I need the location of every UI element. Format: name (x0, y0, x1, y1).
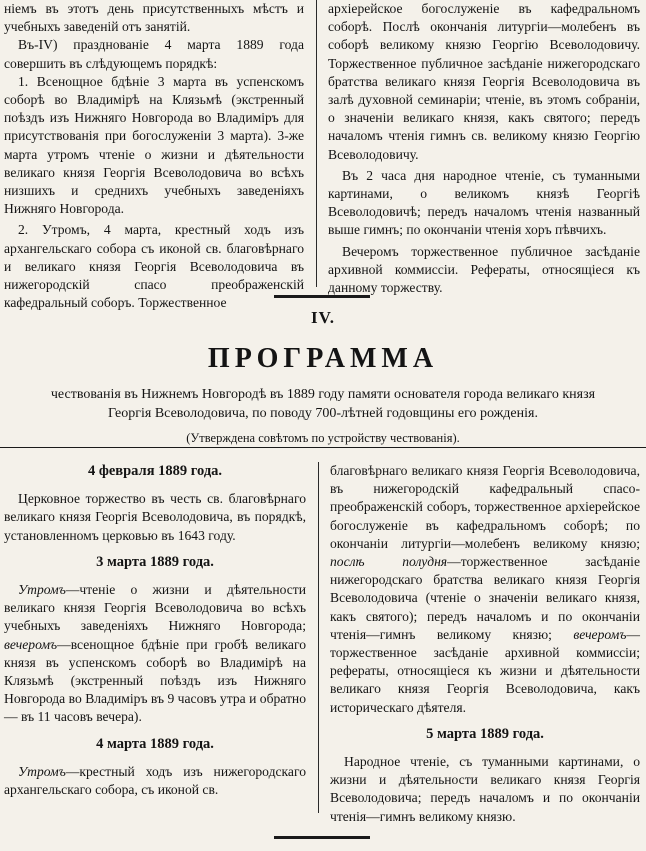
paragraph-mar-5: Народное чтеніе, съ туманными картинами, о жизни и дѣятельности великаго князя Георгія Всеволодовича; передъ началомъ и по окончаніи чтенія—гимнъ великому князю. (330, 754, 640, 824)
program-subtitle: чествованія въ Нижнемъ Новгородѣ въ 1889 году памяти основателя города великаго князя Георгія Всеволодовича, по поводу 700-лѣтней годовщины его рожденія. (50, 387, 596, 421)
paragraph-feb-4: Церковное торжество въ честь св. благовѣрнаго великаго князя Георгія Всеволодовича, въ порядкѣ, установленномъ церковью въ 1643 году. (4, 491, 306, 543)
bottom-right-column (330, 462, 640, 826)
section-number: IV. (311, 308, 335, 327)
text-mar-4-cont-a: благовѣрнаго великаго князя Георгія Всеволодовича, въ нижегородскій кафедральный спасо-преображенскій соборъ, торжественное архіерейское богослуженіе въ кафедральномъ соборѣ; по окончаніи литургіи—молебенъ великому князю; (330, 463, 640, 551)
approval-note: (Утверждена совѣтомъ по устройству чествованія). (186, 431, 460, 445)
date-heading: 4 февраля 1889 года. (87, 463, 223, 479)
date-heading: 5 марта 1889 года. (426, 725, 544, 742)
text-mar-3-a: —чтеніе о жизни и дѣятельности великаго князя Георгія Всеволодовича во всѣхъ учебныхъ заведеніяхъ Нижняго Новгорода; (4, 582, 306, 634)
paragraph-mar-4 (4, 763, 306, 799)
column-divider-bottom (318, 462, 319, 813)
date-heading: 4 марта 1889 года. (96, 735, 214, 752)
text-mar-3-b: —всенощное бдѣніе при гробѣ великаго князя въ успенскомъ соборѣ во Владимірѣ на Клязьмѣ (экстренный поѣздъ изъ Нижняго Новгорода во Владиміръ въ 9 часовъ утра и обратно— въ 11 часовъ вечера). (4, 636, 306, 725)
paragraph-evening-session: Вечеромъ торжественное публичное засѣданіе архивной коммиссіи. Рефераты, относящіеся къ данному торжеству. (328, 243, 640, 296)
paragraph-item-1: 1. Всенощное бдѣніе 3 марта въ успенскомъ соборѣ во Владимірѣ на Клязьмѣ (экстренный поѣздъ изъ Нижняго Новгорода во Владиміръ для присутствованія при богослуженіи 3 марта). 3-же марта утромъ чтеніе о жизни и дѣятельности великаго князя Георгія Всеволодовича во всѣхъ низшихъ и среднихъ учебныхъ заведеніяхъ Нижняго Новгорода. (4, 73, 304, 217)
top-left-column (4, 0, 304, 312)
section-divider-thin (0, 447, 646, 448)
section-divider-top (274, 295, 370, 298)
date-heading: 3 марта 1889 года. (96, 553, 214, 570)
column-divider-top (316, 0, 317, 287)
italic-evening: вечеромъ (573, 626, 627, 642)
top-right-column (328, 0, 640, 297)
bottom-left-column (4, 462, 306, 799)
paragraph-public-reading: Въ 2 часа дня народное чтеніе, съ туманными картинами, о великомъ князѣ Георгіѣ Всеволодовичѣ; передъ началомъ чтенія названный выше гимнъ; по окончаніи чтенія хоръ пѣвчихъ. (328, 167, 640, 238)
italic-afternoon: послѣ полудня (330, 554, 448, 570)
italic-morning: Утромъ (18, 582, 66, 598)
text-mar-4-cont-c: —торжественное засѣданіе архивной коммиссіи; рефераты, относящіеся къ жизни и дѣятельности великаго князя Георгія Всеволодовича, какъ историческаго дѣятеля. (330, 626, 640, 715)
text-mar-4: —крестный ходъ изъ нижегородскаго архангельскаго собора, съ иконой св. (4, 763, 306, 798)
section-divider-bottom (274, 836, 370, 839)
text-mar-4-cont-b: —торжественное засѣданіе нижегородскаго братства великаго князя Георгія Всеволодовича (чтеніе о значеніи великаго князя, какъ святого); передъ началомъ и по окончаніи чтенія—гимнъ великому князю; (330, 554, 640, 642)
continued-paragraph: ніемъ въ этотъ день присутственныхъ мѣстъ и учебныхъ заведеній отъ занятій. (4, 1, 304, 35)
program-heading: ПРОГРАММА (207, 343, 439, 374)
italic-evening: вечеромъ (4, 636, 58, 652)
paragraph-iv-intro: Въ-IV) празднованіе 4 марта 1889 года совершить въ слѣдующемъ порядкѣ: (4, 37, 304, 71)
paragraph-liturgy: архіерейское богослуженіе въ кафедральномъ соборѣ. Послѣ окончанія литургіи—молебенъ въ соборѣ великому князю Георгію Всеволодовичу. Торжественное публичное засѣданіе нижегородскаго братства великаго князя Георгія Всеволодовича въ залѣ духовной семинаріи; чтеніе, въ этомъ собраніи, о значеніи великаго князя, какъ святого; передъ началомъ чтенія гимнъ св. великому князю Георгію Всеволодовичу. (328, 1, 640, 162)
paragraph-mar-4-cont (330, 462, 640, 717)
paragraph-mar-3 (4, 581, 306, 727)
italic-morning: Утромъ (18, 763, 66, 779)
paragraph-item-2: 2. Утромъ, 4 марта, крестный ходъ изъ архангельскаго собора съ иконой св. благовѣрнаго и великаго князя Георгія Всеволодовича въ нижегородскій спасо преображенскій кафедральный соборъ. Торжественное (4, 222, 304, 311)
